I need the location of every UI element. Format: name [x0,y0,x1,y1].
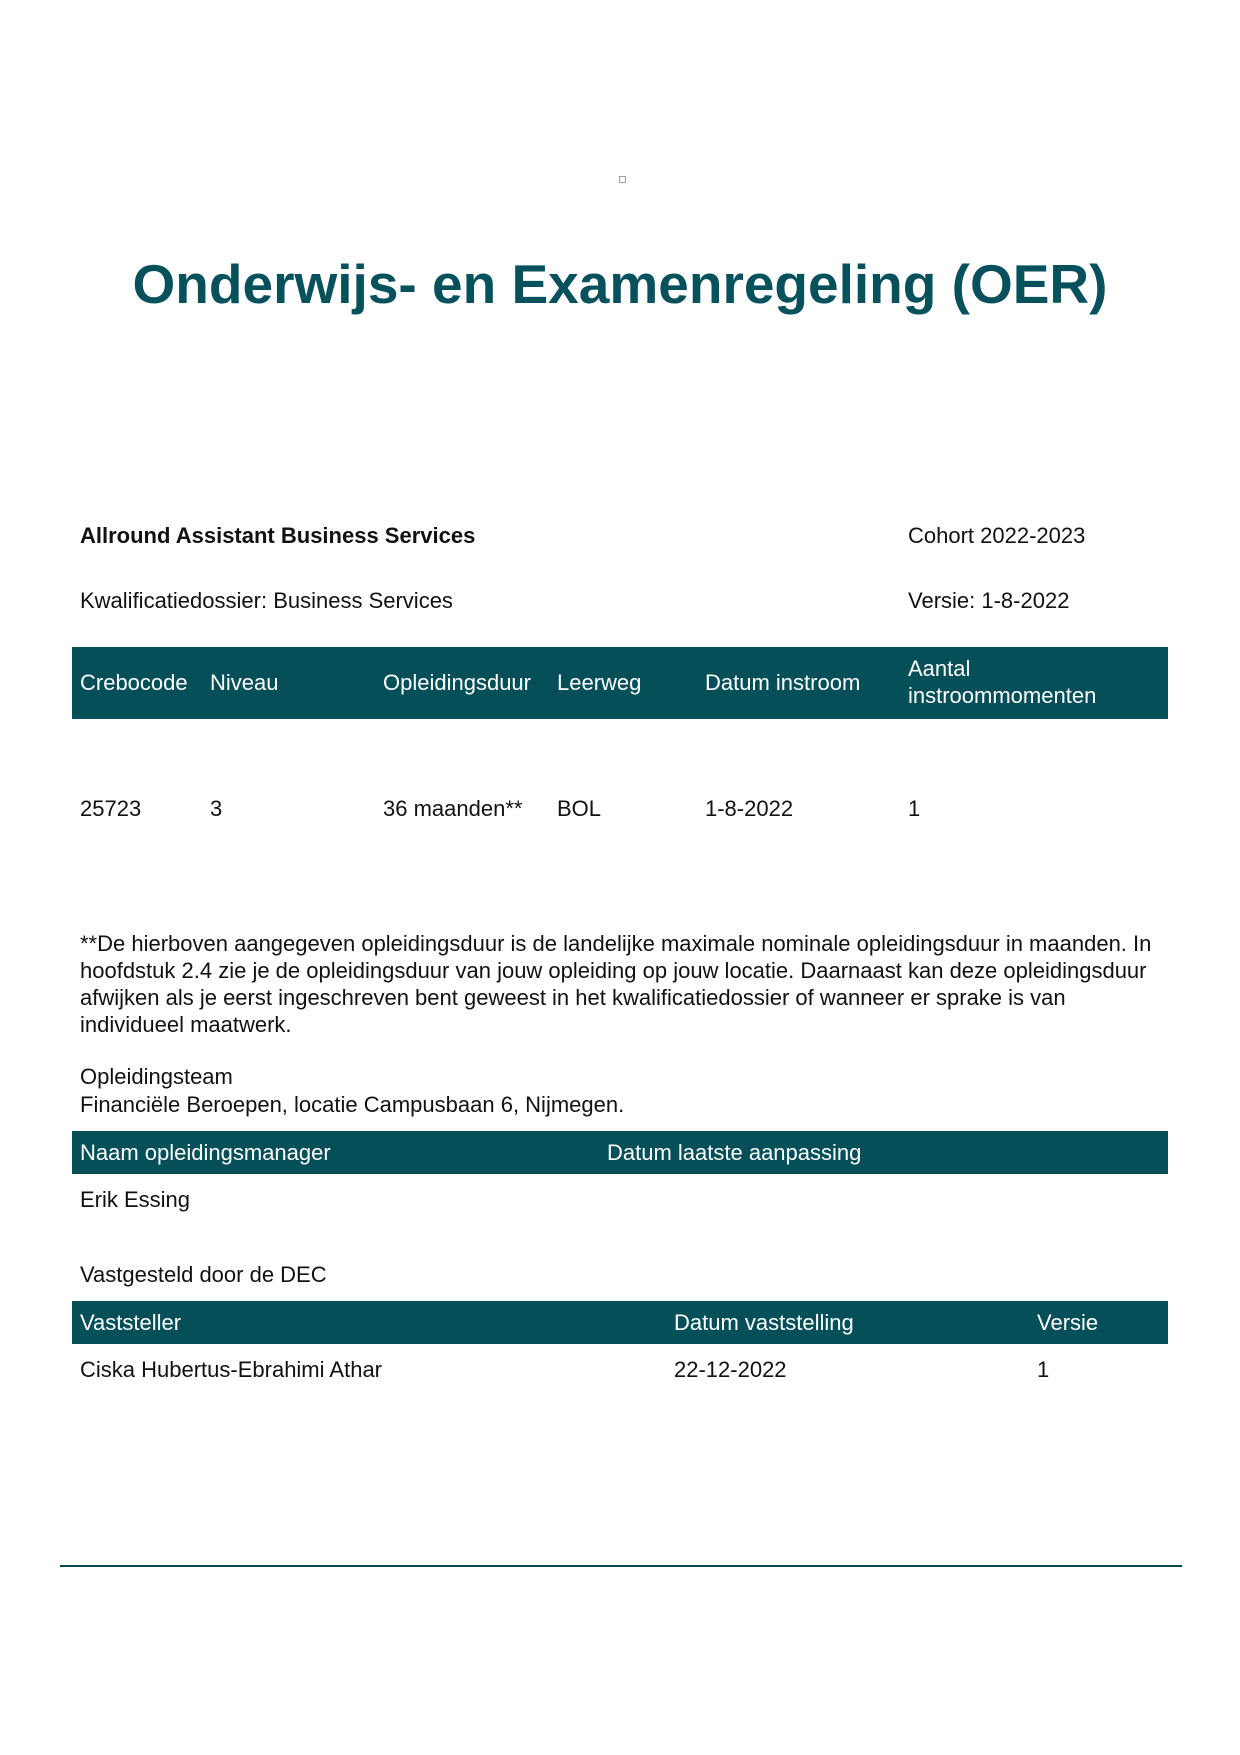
cell-aantal-instroommomenten: 1 [908,796,921,821]
header-datum-vaststelling: Datum vaststelling [674,1310,854,1335]
cell-datum-instroom: 1-8-2022 [705,796,794,821]
versie-number: 1 [1037,1357,1050,1382]
cell-crebocode: 25723 [80,796,142,821]
footnote: **De hierboven aangegeven opleidingsduur is de landelijke maximale nominale opleidingsduur in maanden. In hoofdstuk 2.4 zie je de opleidingsduur van jouw opleiding op jouw locatie. Daarnaast kan deze opleidingsduur afwijken als je eerst ingeschreven bent geweest in het kwalificatiedossier of wanneer er sprake is van individueel maatwerk. [80,931,1152,1037]
dec-table-header [72,1301,1168,1344]
qualification-dossier: Kwalificatiedossier: Business Services [80,588,453,613]
team-location: Financiële Beroepen, locatie Campusbaan 6, Nijmegen. [80,1092,625,1117]
footer-divider [60,1565,1182,1567]
manager-name: Erik Essing [80,1187,191,1212]
datum-vaststelling: 22-12-2022 [674,1357,787,1382]
header-leerweg: Leerweg [557,670,642,695]
program-name: Allround Assistant Business Services [80,523,476,548]
cell-niveau: 3 [210,796,223,821]
header-aantal-instroommomenten: Aantal instroommomenten [908,656,1097,708]
header-naam-opleidingsmanager: Naam opleidingsmanager [80,1140,331,1165]
header-versie: Versie [1037,1310,1099,1335]
header-niveau: Niveau [210,670,279,695]
cell-leerweg: BOL [557,796,602,821]
vaststeller-name: Ciska Hubertus-Ebrahimi Athar [80,1357,383,1382]
version-date: Versie: 1-8-2022 [908,588,1070,613]
course-table-header [72,647,1168,719]
header-vaststeller: Vaststeller [80,1310,182,1335]
image-placeholder-icon [619,176,626,183]
cohort: Cohort 2022-2023 [908,523,1086,548]
header-datum-instroom: Datum instroom [705,670,861,695]
established-by: Vastgesteld door de DEC [80,1262,327,1287]
cell-opleidingsduur: 36 maanden** [383,796,523,821]
manager-table-header [72,1131,1168,1174]
header-crebocode: Crebocode [80,670,188,695]
team-label: Opleidingsteam [80,1064,233,1089]
header-datum-laatste-aanpassing: Datum laatste aanpassing [607,1140,862,1165]
document-title: Onderwijs- en Examenregeling (OER) [132,253,1108,315]
header-opleidingsduur: Opleidingsduur [383,670,531,695]
